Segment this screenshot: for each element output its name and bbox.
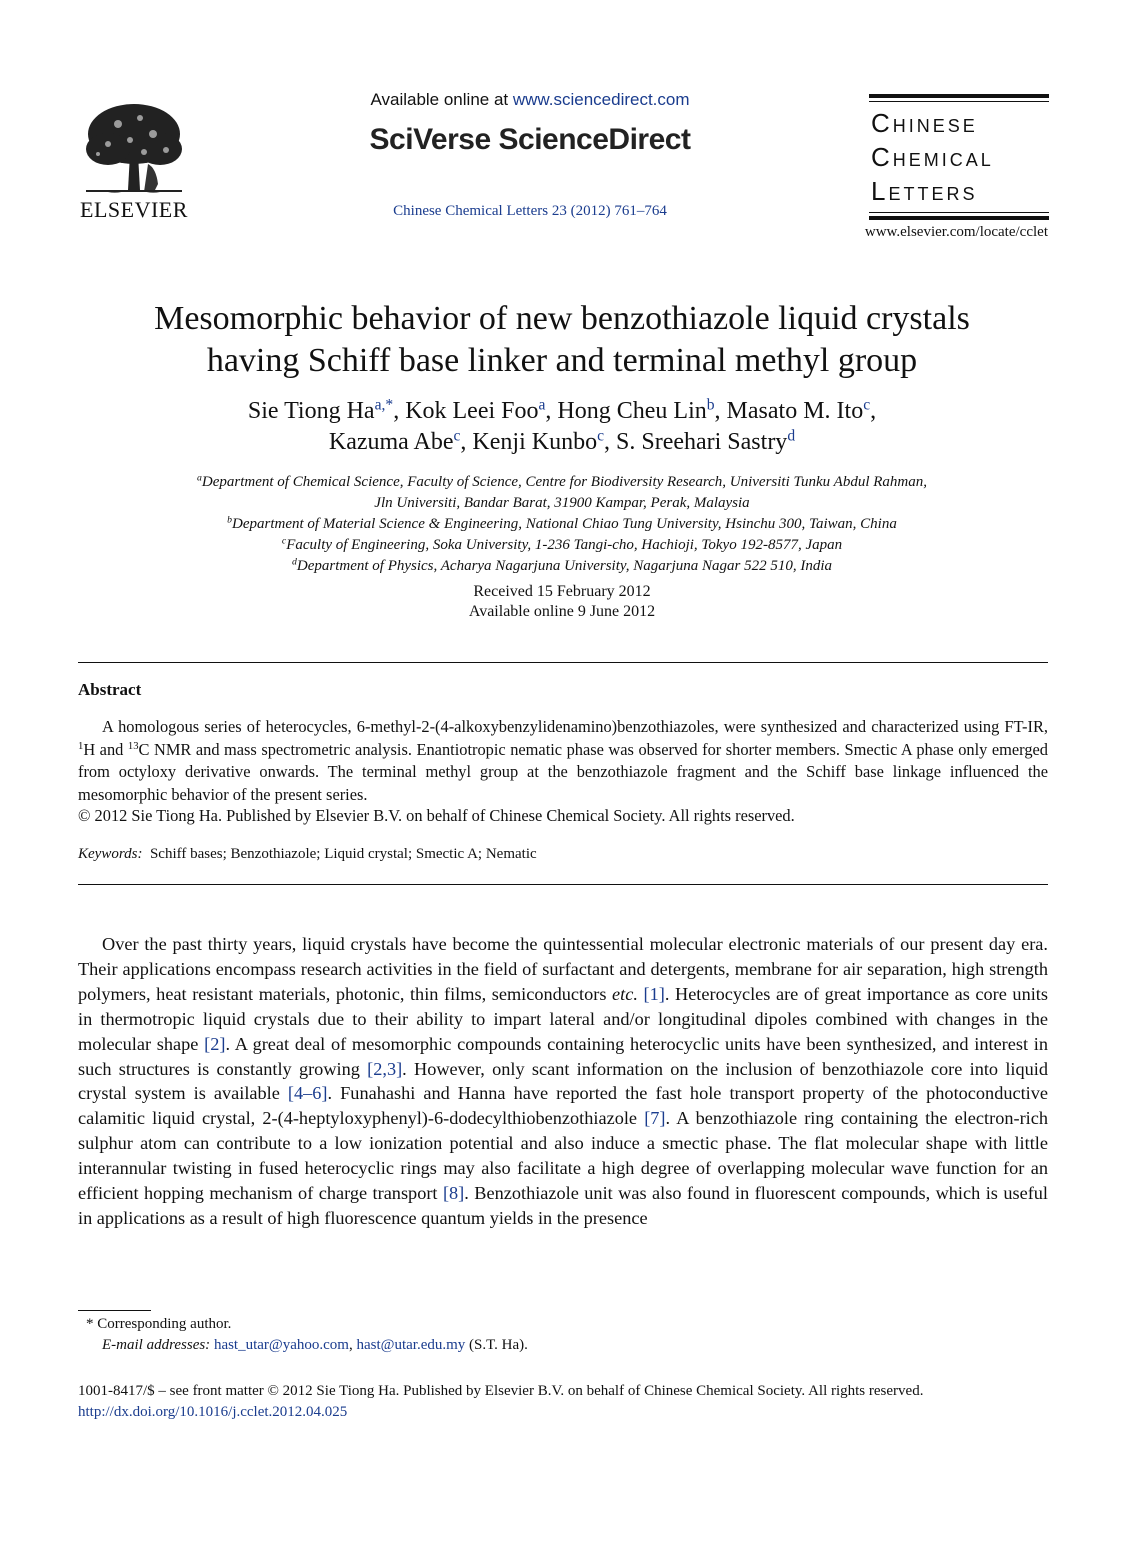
journal-logo-rule bbox=[869, 216, 1049, 220]
author-line: Kazuma Abe$^c$, Kenji Kunbo$^c$, S. Sreehari Sastry$^d$ bbox=[328, 427, 796, 455]
journal-logo-rule bbox=[869, 94, 1049, 98]
author-affiliation-marker[interactable]: a bbox=[538, 396, 546, 414]
author-name: Kazuma Abe bbox=[328, 429, 454, 455]
elsevier-wordmark: ELSEVIER bbox=[80, 197, 188, 222]
doi-link[interactable]: http://dx.doi.org/10.1016/j.cclet.2012.04.025 bbox=[78, 1404, 348, 1420]
affiliation: $^a$Department of Chemical Science, Faculty of Science, Centre for Biodiversity Research, Universiti Tunku Abdul Rahman, bbox=[197, 472, 927, 490]
keywords-list: Schiff bases; Benzothiazole; Liquid crystal; Smectic A; Nematic bbox=[149, 846, 537, 862]
citation-link[interactable]: [7] bbox=[644, 1108, 666, 1129]
abstract-copyright: © 2012 Sie Tiong Ha. Published by Elsevier B.V. on behalf of Chinese Chemical Society. All rights reserved. bbox=[78, 806, 795, 825]
issn-line: 1001-8417/$ – see front matter © 2012 Sie Tiong Ha. Published by Elsevier B.V. on behalf of Chinese Chemical Society. All rights reserved. bbox=[78, 1383, 924, 1399]
journal-logo-word: Letters bbox=[871, 176, 978, 206]
author-list bbox=[60, 396, 1064, 458]
author-affiliation-marker[interactable]: a,* bbox=[374, 396, 394, 414]
email-link[interactable]: hast@utar.edu.my bbox=[356, 1337, 466, 1353]
citation-link[interactable]: [4–6] bbox=[287, 1083, 328, 1104]
corresponding-author-note: * Corresponding author. bbox=[86, 1316, 232, 1332]
author-affiliation-marker[interactable]: c bbox=[863, 396, 871, 414]
author-affiliation-marker[interactable]: d bbox=[787, 427, 796, 445]
keywords bbox=[78, 846, 1048, 863]
affiliation: $^c$Faculty of Engineering, Soka University, 1-236 Tangi-cho, Hachioji, Tokyo 192-8577, Japan bbox=[281, 535, 843, 553]
author-name: S. Sreehari Sastry bbox=[616, 429, 788, 455]
journal-logo-word: Chemical bbox=[871, 142, 994, 172]
author-name: Sie Tiong Ha bbox=[247, 398, 375, 424]
journal-citation-link[interactable]: Chinese Chemical Letters 23 (2012) 761–764 bbox=[393, 203, 667, 219]
article-title bbox=[60, 298, 1064, 382]
affiliations bbox=[60, 472, 1064, 577]
author-affiliation-marker[interactable]: c bbox=[597, 427, 604, 445]
affiliation: $^d$Department of Physics, Acharya Nagarjuna University, Nagarjuna Nagar 522 510, India bbox=[292, 556, 832, 574]
email-link[interactable]: hast_utar@yahoo.com bbox=[213, 1337, 349, 1353]
author-affiliation-marker[interactable]: b bbox=[706, 396, 715, 414]
abstract-text: A homologous series of heterocycles, 6-methyl-2-(4-alkoxybenzylidenamino)benzothiazoles, were synthesized and characterized using FT-IR, $^1$H and $^{13}$C NMR and mass spectrometric analysis. Enantiotropic nematic phase was observed for shorter members. Smectic A phase only emerged from octyloxy derivative onwards. The terminal methyl group at the benzothiazole fragment and the Schiff base linkage influenced the mesomorphic behavior of the present series. bbox=[78, 717, 1048, 804]
affiliation: $^b$Department of Material Science & Engineering, National Chiao Tung University, Hsinchu 300, Taiwan, China bbox=[227, 514, 897, 532]
author-name: Hong Cheu Lin bbox=[557, 398, 707, 424]
journal-logo-word: Chinese bbox=[871, 108, 978, 138]
author-name: Kenji Kunbo bbox=[472, 429, 598, 455]
available-online-line: Available online at www.sciencedirect.com bbox=[370, 90, 690, 109]
title-line: having Schiff base linker and terminal methyl group bbox=[206, 342, 918, 379]
sciverse-sciencedirect-wordmark: SciVerse ScienceDirect bbox=[369, 123, 691, 156]
author-name: Kok Leei Foo bbox=[405, 398, 539, 424]
abstract-heading: Abstract bbox=[78, 680, 142, 699]
body-text: Over the past thirty years, liquid crystals have become the quintessential molecular electronic materials of our present day era. Their applications encompass research activities in the field of surfactant and detergents, membrane for air separation, high strength polymers, heat resistant materials, photonic, thin films, semiconductors etc. [1]. Heterocycles are of great importance as core units in thermotropic liquid crystals due to their ability to impart lateral and/or longitudinal dipoles combined with changes in the molecular shape [2]. A great deal of mesomorphic compounds containing heterocyclic units have been synthesized, and interest in such structures is constantly growing [2,3]. However, only scant information on the inclusion of benzothiazole core into liquid crystal system is available [4–6]. Funahashi and Hanna have reported the fast hole transport property of the photoconductive calamitic liquid crystal, 2-(4-heptyloxyphenyl)-6-dodecylthiobenzothiazole [7]. A benzothiazole ring containing the electron-rich sulphur atom can contribute to a low ionization potential and also induce a smectic phase. The flat molecular shape with little interannular twisting in fused heterocyclic rings may also facilitate a high degree of overlapping molecular wave function for an efficient hopping mechanism of charge transport [8]. Benzothiazole unit was also found in fluorescent compounds, which is useful in applications as a result of high fluorescence quantum yields in the presence bbox=[78, 934, 1049, 1228]
author-line: Sie Tiong $Ha^{a,*}$, Kok Leei Foo$^a$, Hong Cheu Lin$^b$, Masato M. Ito$^c$, bbox=[247, 396, 877, 424]
citation-link[interactable]: [1] bbox=[643, 983, 665, 1004]
journal-logo bbox=[869, 94, 1049, 220]
journal-logo-rule bbox=[869, 212, 1049, 213]
journal-url[interactable]: www.elsevier.com/locate/cclet bbox=[864, 224, 1048, 240]
title-line: Mesomorphic behavior of new benzothiazole liquid crystals bbox=[154, 300, 970, 337]
citation-link[interactable]: [8] bbox=[442, 1183, 465, 1204]
footnote-rule bbox=[78, 1310, 151, 1311]
citation-link[interactable]: [2,3] bbox=[367, 1058, 403, 1079]
email-footnote: E-mail addresses: hast_utar@yahoo.com, hast@utar.edu.my (S.T. Ha). bbox=[102, 1337, 528, 1353]
divider bbox=[78, 884, 1048, 885]
divider bbox=[78, 662, 1048, 663]
author-name: Masato M. Ito bbox=[726, 398, 864, 424]
received-date: Received 15 February 2012 bbox=[473, 583, 651, 600]
affiliation-continued: Jln Universiti, Bandar Barat, 31900 Kampar, Perak, Malaysia bbox=[374, 495, 750, 511]
keywords-label: Keywords: bbox=[78, 846, 143, 862]
sciencedirect-link[interactable]: www.sciencedirect.com bbox=[512, 90, 690, 109]
available-online-date: Available online 9 June 2012 bbox=[468, 603, 656, 620]
citation-link[interactable]: [2] bbox=[204, 1033, 226, 1054]
article-dates bbox=[60, 582, 1064, 622]
author-affiliation-marker[interactable]: c bbox=[453, 427, 461, 445]
